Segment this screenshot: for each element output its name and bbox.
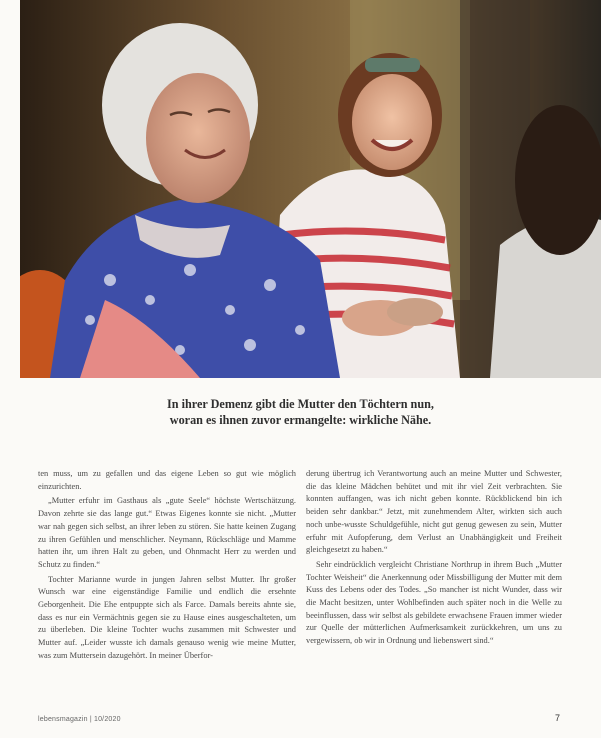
text-column-right bbox=[306, 468, 562, 650]
footer-source: lebensmagazin | 10/2020 bbox=[38, 716, 121, 723]
text-column-left bbox=[38, 468, 296, 665]
paragraph: Tochter Marianne wurde in jungen Jahren selbst Mutter. Ihr großer Wunsch war eine eigenständige Familie und endlich die ersehnte Geborgenheit. Die Ehe entpuppte sich als Farce. Damals bereits ahnte sie, dass es nur ein Vermächtnis gegen sie zu Hause eines ausgeschalteten, um zu überleben. Die kleine Tochter wuchs zusammen mit Schwester und Mutter auf. „Leider wusste ich damals genauso wenig wie meine Mutter, was zum Muttersein dazugehört. In meiner Überfor- bbox=[38, 574, 296, 660]
page-number: 7 bbox=[554, 713, 560, 723]
caption-line-2: woran es ihnen zuvor ermangelte: wirkliche Nähe. bbox=[169, 413, 432, 427]
caption-line-1: In ihrer Demenz gibt die Mutter den Töchtern nun, bbox=[167, 397, 434, 411]
paragraph: „Mutter erfuhr im Gasthaus als „gute Seele“ höchste Wertschätzung. Davon zehrte sie das lange gut.“ Etwas Eigenes konnte sie nicht. „Mutter war nah gegen sich selbst, an ihrer leben zu stören. Sie hatte keinen Zugang zu ihren Gefühlen und menschlicher. Neymann, Rückschläge und Mamme hatten ihr, um ihren Halt zu geben, und Ohnmacht Herr zu werden und Schutz zu finden.“ bbox=[38, 496, 296, 569]
photo-illustration bbox=[20, 0, 601, 378]
paragraph: derung übertrug ich Verantwortung auch an meine Mutter und Schwester, die das kleine Mädchen behütet und mit ihr viel Zeit verbrachten. Sie konnten auffangen, was ich nicht geben konnte. Rückblickend bin ich beiden sehr dankbar.“ Jetzt, mit zunehmendem Alter, wirkten sich auch noch unbe-wusste Schuldgefühle, nicht gut genug gewesen zu sein, Mutter erfuhr mit Aufopferung, dem Verlust an Unabhängigkeit und Freiheit gleichgesetzt zu haben.“ bbox=[306, 469, 562, 555]
page-footer bbox=[38, 713, 562, 727]
paragraph: ten muss, um zu gefallen und das eigene Leben so gut wie möglich einzurichten. bbox=[38, 469, 296, 491]
paragraph: Sehr eindrücklich vergleicht Christiane Northrup in ihrem Buch „Mutter Tochter Weisheit“ die Anerkennung oder Missbilligung der Mutter mit dem Kuss des Lebens oder des Todes. „So mancher ist nicht Wunder, dass wir die Macht besitzen, unter Wohlbefinden auch später noch in die Welle zu beeinflussen, dass wir selbst als gebildete erwachsene Frauen immer wieder zur Quelle der mütterlichen Aufmerksamkeit zurückkehren, um uns zu vergewissern, ob wir in Ordnung und liebenswert sind.“ bbox=[306, 559, 562, 646]
hero-photo bbox=[20, 0, 601, 378]
photo-caption bbox=[0, 396, 601, 428]
